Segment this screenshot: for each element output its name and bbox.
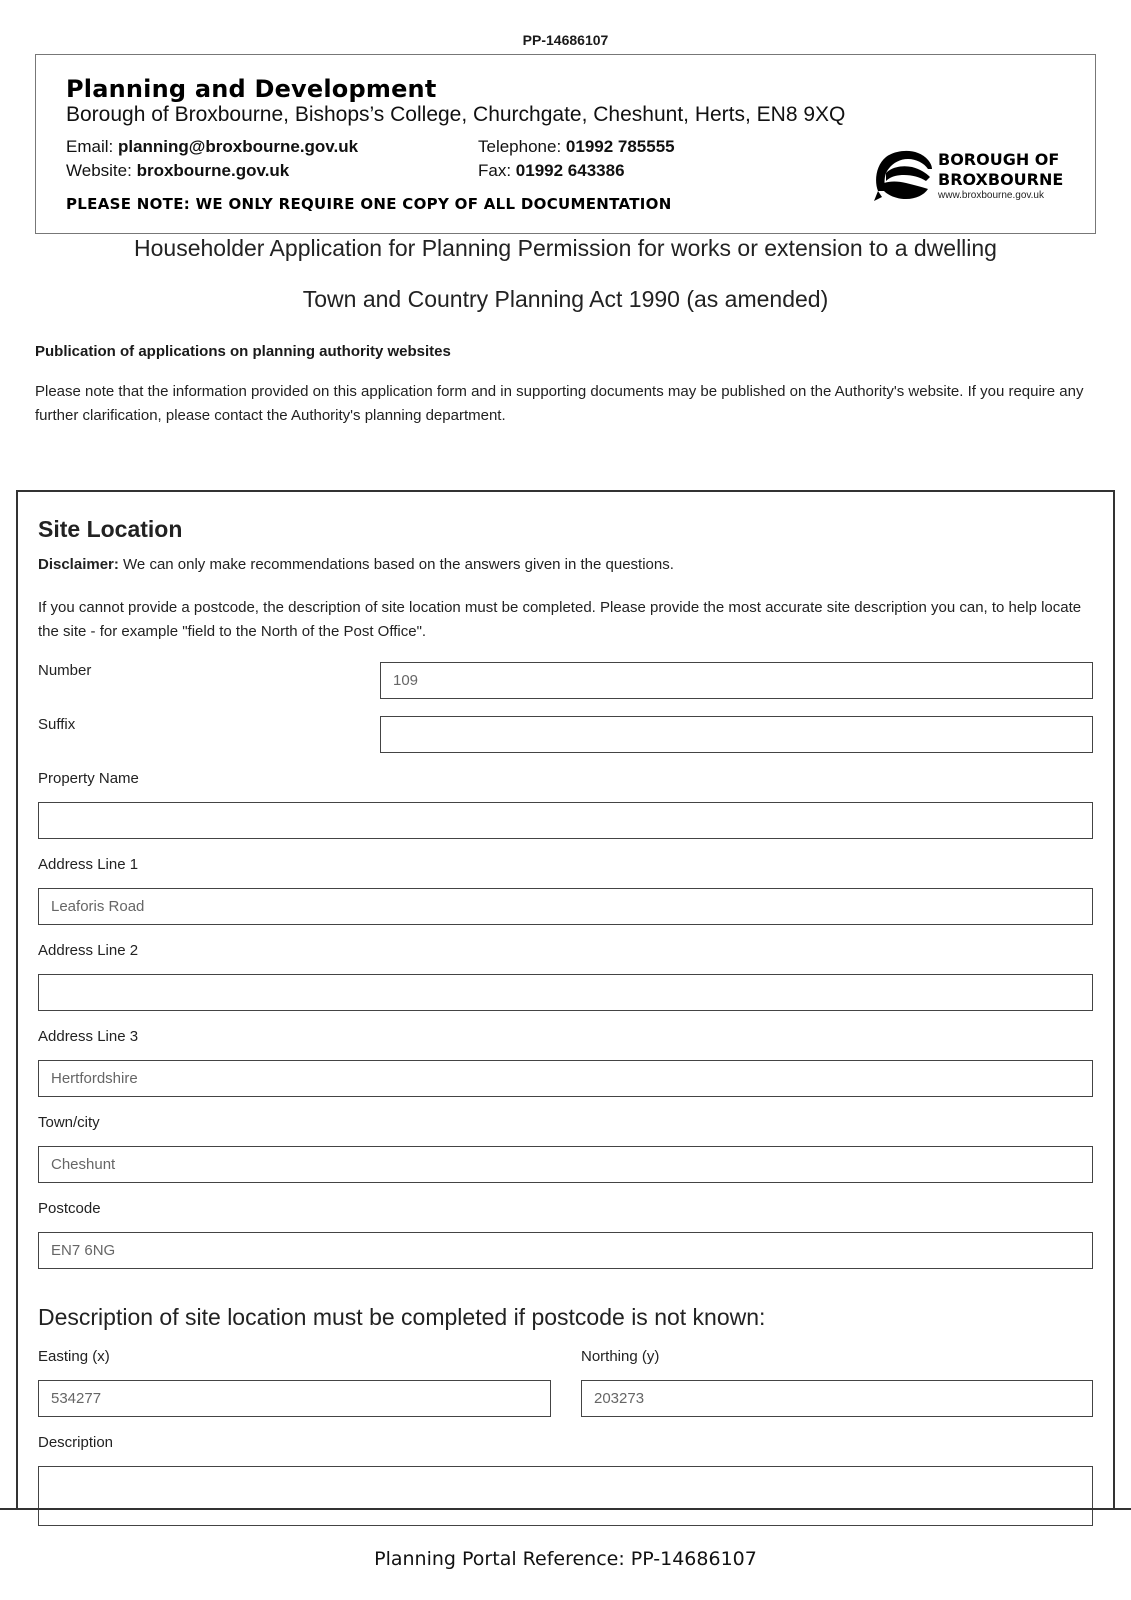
site-location-section	[16, 490, 1115, 1510]
town-label: Town/city	[38, 1114, 100, 1131]
badger-icon	[872, 147, 934, 203]
form-subtitle: Town and Country Planning Act 1990 (as amended)	[302, 286, 829, 312]
fax-label: Fax:	[478, 161, 516, 180]
address-line-1-label: Address Line 1	[38, 856, 139, 873]
website-link[interactable]: broxbourne.gov.uk	[136, 161, 290, 180]
page-divider	[0, 1508, 1131, 1510]
easting-label: Easting (x)	[38, 1348, 110, 1365]
disclaimer-text: We can only make recommendations based on the answers given in the questions.	[118, 556, 674, 573]
reference-number: PP-14686107	[522, 32, 609, 48]
authority-address: Borough of Broxbourne, Bishops’s College, Churchgate, Cheshunt, Herts, EN8 9XQ	[66, 103, 846, 126]
email-link[interactable]: planning@broxbourne.gov.uk	[117, 137, 359, 156]
disclaimer	[38, 556, 674, 573]
instructions-text: If you cannot provide a postcode, the description of site location must be completed. Please provide the most accurate site description you can, to help locate the site - for example "field to the North of the Post Office".	[38, 599, 1082, 640]
copy-note: PLEASE NOTE: WE ONLY REQUIRE ONE COPY OF ALL DOCUMENTATION	[66, 195, 672, 213]
publication-heading: Publication of applications on planning authority websites	[35, 343, 451, 360]
telephone-value: 01992 785555	[565, 137, 675, 156]
property-name-field[interactable]	[38, 802, 1093, 839]
postcode-field[interactable]: EN7 6NG	[38, 1232, 1093, 1269]
address-line-3-field[interactable]: Hertfordshire	[38, 1060, 1093, 1097]
logo-wordmark: BOROUGH OF BROXBOURNE	[938, 150, 1064, 189]
suffix-label: Suffix	[38, 716, 76, 733]
footer-reference: Planning Portal Reference: PP-14686107	[374, 1548, 757, 1570]
town-field[interactable]: Cheshunt	[38, 1146, 1093, 1183]
website-label: Website:	[66, 161, 137, 180]
disclaimer-label: Disclaimer:	[38, 556, 119, 573]
fax-line	[478, 161, 625, 181]
suffix-field[interactable]	[380, 716, 1093, 753]
email-label: Email:	[66, 137, 118, 156]
authority-header	[35, 54, 1096, 234]
address-line-1-field[interactable]: Leaforis Road	[38, 888, 1093, 925]
northing-label: Northing (y)	[581, 1348, 660, 1365]
email-line	[66, 137, 358, 157]
form-title: Householder Application for Planning Permission for works or extension to a dwelling	[134, 235, 997, 261]
description-heading: Description of site location must be completed if postcode is not known:	[38, 1304, 766, 1330]
publication-text: Please note that the information provided on this application form and in supporting documents may be published on the Authority's website. If you require any further clarification, please contact the Authority's planning department.	[35, 383, 1084, 424]
northing-field[interactable]: 203273	[581, 1380, 1093, 1417]
telephone-label: Telephone:	[478, 137, 566, 156]
description-field[interactable]	[38, 1466, 1093, 1526]
fax-value: 01992 643386	[515, 161, 625, 180]
logo-url: www.broxbourne.gov.uk	[938, 190, 1044, 201]
property-name-label: Property Name	[38, 770, 139, 787]
description-label: Description	[38, 1434, 114, 1451]
number-label: Number	[38, 662, 92, 679]
address-line-3-label: Address Line 3	[38, 1028, 139, 1045]
address-line-2-label: Address Line 2	[38, 942, 139, 959]
postcode-label: Postcode	[38, 1200, 101, 1217]
authority-title: Planning and Development	[66, 75, 437, 103]
easting-field[interactable]: 534277	[38, 1380, 551, 1417]
number-field[interactable]: 109	[380, 662, 1093, 699]
address-line-2-field[interactable]	[38, 974, 1093, 1011]
telephone-line	[478, 137, 675, 157]
section-title: Site Location	[38, 516, 183, 542]
broxbourne-logo	[872, 147, 1072, 207]
website-line	[66, 161, 289, 181]
